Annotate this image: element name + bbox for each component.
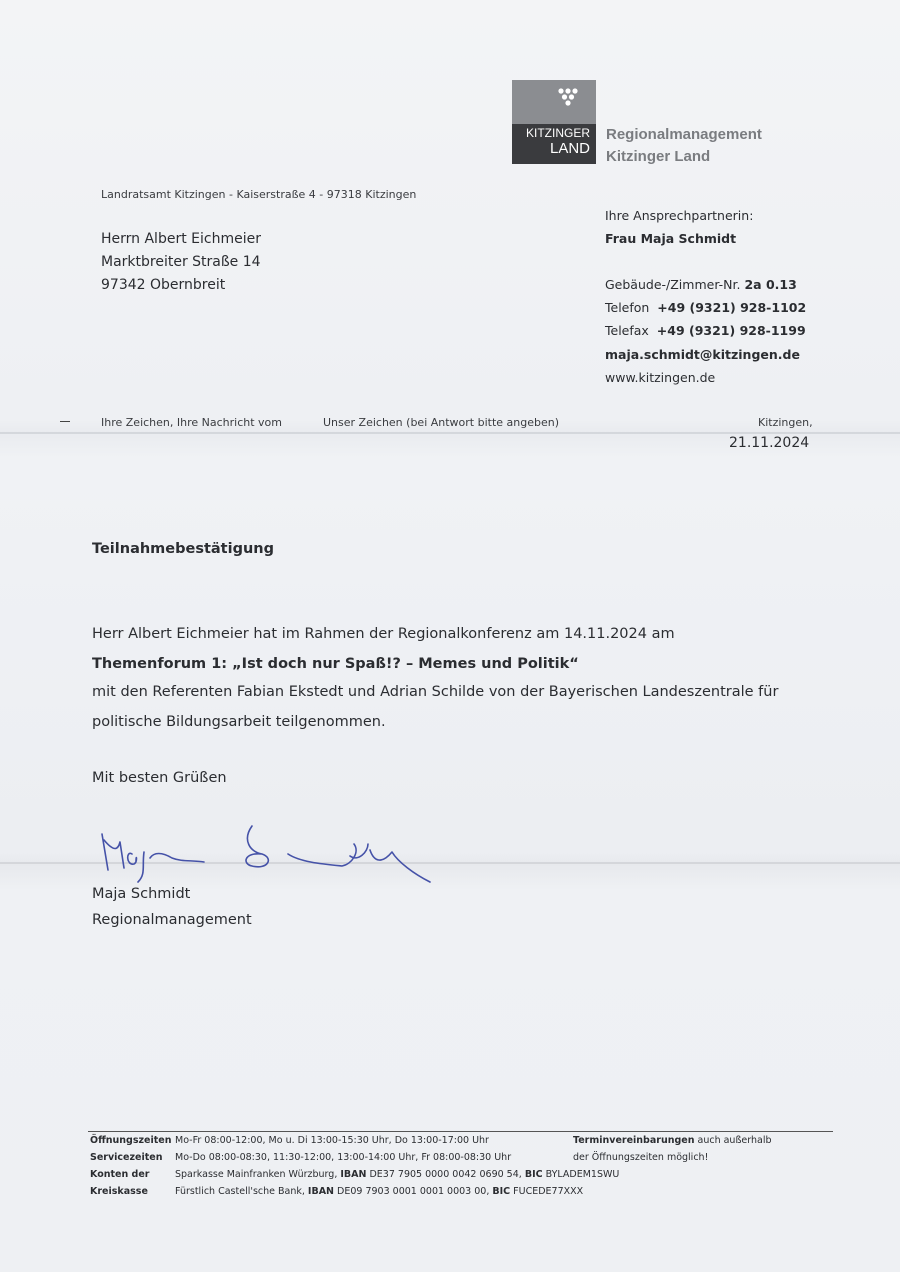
contact-heading: Ihre Ansprechpartnerin: [605,208,754,223]
grapes-icon [556,86,582,116]
footer-bank-2: Fürstlich Castell'sche Bank, IBAN DE09 7903 0001 0001 0003 00, BIC FUCEDE77XXX [175,1186,584,1197]
place-label: Kitzingen, [758,416,813,429]
footer-accounts-label-2: Kreiskasse [90,1186,148,1197]
footer-hours-label: Öffnungszeiten [90,1135,172,1146]
footer-divider [88,1131,833,1132]
contact-name: Frau Maja Schmidt [605,231,737,246]
signature [92,822,442,896]
closing: Mit besten Grüßen [92,770,227,786]
recipient-street: Marktbreiter Straße 14 [101,254,261,270]
signer-name: Maja Schmidt [92,886,191,902]
brand-title: Regionalmanagement [606,126,762,143]
your-reference-label: Ihre Zeichen, Ihre Nachricht vom [101,416,282,429]
footer-service-label: Servicezeiten [90,1152,163,1163]
sender-line: Landratsamt Kitzingen - Kaiserstraße 4 - 97318 Kitzingen [101,188,417,201]
contact-email[interactable]: maja.schmidt@kitzingen.de [605,347,800,362]
contact-fax: Telefax +49 (9321) 928-1199 [605,323,806,338]
logo-text: LAND [549,140,590,157]
contact-room: Gebäude-/Zimmer-Nr. 2a 0.13 [605,277,797,292]
letter-subject: Teilnahmebestätigung [92,541,274,557]
footer-hours: Mo-Fr 08:00-12:00, Mo u. Di 13:00-15:30 Uhr, Do 13:00-17:00 Uhr [175,1135,489,1146]
kitzinger-land-logo [512,80,596,164]
letter-date: 21.11.2024 [729,435,810,451]
signer-title: Regionalmanagement [92,912,252,928]
our-reference-label: Unser Zeichen (bei Antwort bitte angeben) [323,416,560,429]
fold-mark [60,421,70,422]
body-line: Herr Albert Eichmeier hat im Rahmen der Regionalkonferenz am 14.11.2024 am [92,626,675,642]
body-line: mit den Referenten Fabian Ekstedt und Adrian Schilde von der Bayerischen Landeszentrale für [92,684,779,700]
contact-phone: Telefon +49 (9321) 928-1102 [605,300,807,315]
footer-appointments-2: der Öffnungszeiten möglich! [573,1152,709,1163]
paper-fold [0,432,900,434]
body-line-forum: Themenforum 1: „Ist doch nur Spaß!? – Memes und Politik“ [92,656,579,672]
body-line: politische Bildungsarbeit teilgenommen. [92,714,386,730]
recipient-name: Herrn Albert Eichmeier [101,231,261,247]
footer-appointments: Terminvereinbarungen auch außerhalb [573,1135,772,1146]
recipient-city: 97342 Obernbreit [101,277,226,293]
contact-website[interactable]: www.kitzingen.de [605,370,716,385]
footer-accounts-label: Konten der [90,1169,150,1180]
logo-text: KITZINGER [525,126,590,140]
footer-service: Mo-Do 08:00-08:30, 11:30-12:00, 13:00-14:00 Uhr, Fr 08:00-08:30 Uhr [175,1152,512,1163]
brand-subtitle: Kitzinger Land [606,148,711,165]
footer-bank-1: Sparkasse Mainfranken Würzburg, IBAN DE37 7905 0000 0042 0690 54, BIC BYLADEM1SWU [175,1169,620,1180]
